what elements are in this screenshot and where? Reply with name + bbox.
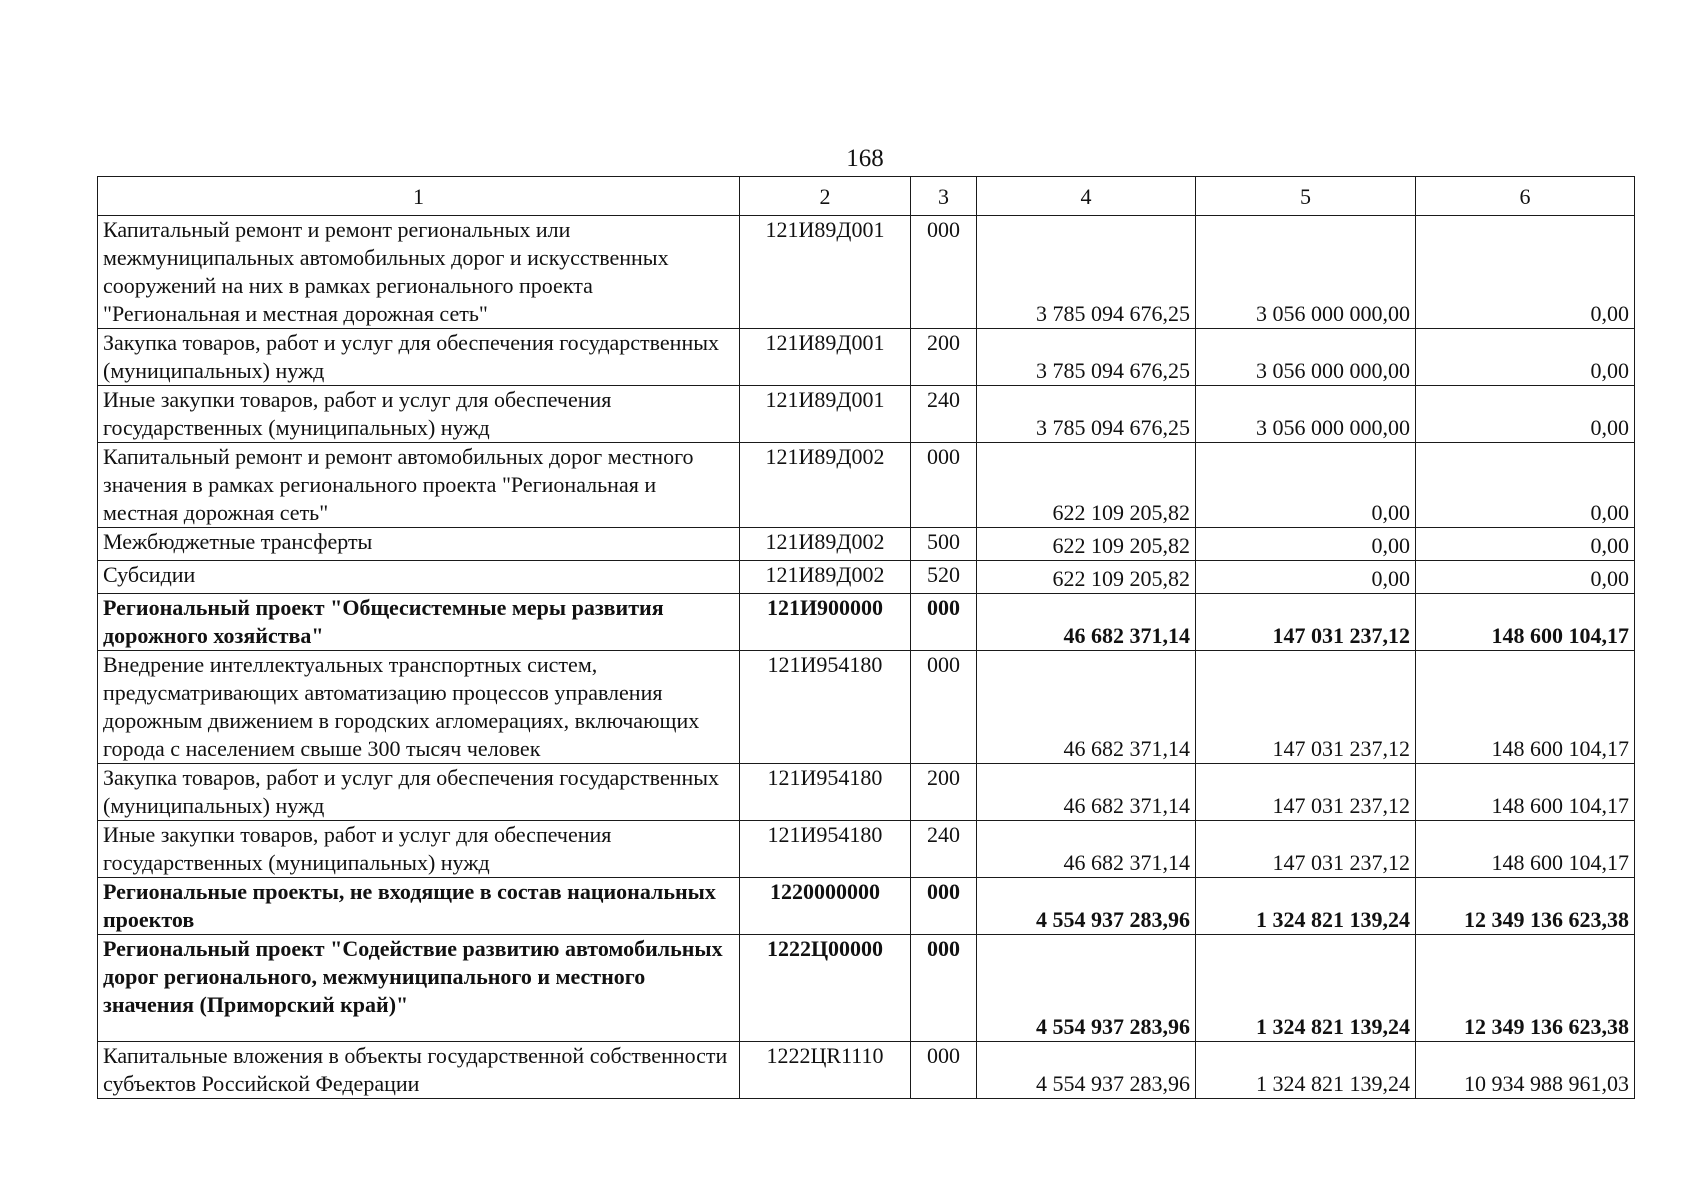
row-value-col6: 0,00 (1416, 561, 1635, 594)
row-code-cell: 121И89Д002 (740, 443, 911, 528)
row-code-cell: 121И89Д001 (740, 386, 911, 443)
row-type-cell: 000 (911, 651, 977, 764)
row-value-col6: 0,00 (1416, 329, 1635, 386)
row-value-col5: 1 324 821 139,24 (1196, 935, 1416, 1042)
row-type-cell: 500 (911, 528, 977, 561)
row-name-cell: Закупка товаров, работ и услуг для обеспечения государственных (муниципальных) нужд (98, 329, 740, 386)
row-type-cell: 200 (911, 764, 977, 821)
row-type-cell: 200 (911, 329, 977, 386)
column-header: 3 (911, 177, 977, 216)
row-value-col5: 147 031 237,12 (1196, 651, 1416, 764)
row-value-col5: 147 031 237,12 (1196, 821, 1416, 878)
row-value-col6: 0,00 (1416, 443, 1635, 528)
row-value-col6: 148 600 104,17 (1416, 651, 1635, 764)
row-value-col5: 1 324 821 139,24 (1196, 1042, 1416, 1099)
table-header-row (98, 177, 1635, 216)
row-name-cell: Субсидии (98, 561, 740, 594)
row-type-cell: 000 (911, 878, 977, 935)
table-row (98, 935, 1635, 1042)
row-value-col6: 10 934 988 961,03 (1416, 1042, 1635, 1099)
row-value-col6: 0,00 (1416, 216, 1635, 329)
row-type-cell: 000 (911, 935, 977, 1042)
row-code-cell: 121И89Д001 (740, 216, 911, 329)
table-row (98, 821, 1635, 878)
row-value-col5: 3 056 000 000,00 (1196, 329, 1416, 386)
row-name-cell: Закупка товаров, работ и услуг для обеспечения государственных (муниципальных) нужд (98, 764, 740, 821)
row-value-col5: 147 031 237,12 (1196, 764, 1416, 821)
row-code-cell: 1222ЦR1110 (740, 1042, 911, 1099)
row-name-cell: Иные закупки товаров, работ и услуг для обеспечения государственных (муниципальных) нужд (98, 386, 740, 443)
column-header: 1 (98, 177, 740, 216)
row-value-col6: 148 600 104,17 (1416, 764, 1635, 821)
row-value-col4: 3 785 094 676,25 (977, 329, 1196, 386)
row-value-col4: 46 682 371,14 (977, 594, 1196, 651)
row-value-col4: 622 109 205,82 (977, 528, 1196, 561)
row-code-cell: 121И900000 (740, 594, 911, 651)
table-row (98, 216, 1635, 329)
row-code-cell: 1220000000 (740, 878, 911, 935)
row-name-cell: Региональные проекты, не входящие в состав национальных проектов (98, 878, 740, 935)
row-code-cell: 121И954180 (740, 764, 911, 821)
row-type-cell: 520 (911, 561, 977, 594)
table-row (98, 651, 1635, 764)
column-header: 6 (1416, 177, 1635, 216)
budget-table (97, 176, 1635, 1099)
row-value-col5: 0,00 (1196, 443, 1416, 528)
row-name-cell: Межбюджетные трансферты (98, 528, 740, 561)
row-code-cell: 121И89Д001 (740, 329, 911, 386)
row-type-cell: 000 (911, 443, 977, 528)
row-name-cell: Региональный проект "Содействие развитию автомобильных дорог регионального, межмуниципального и местного значения (Приморский край)" (98, 935, 740, 1042)
table-row (98, 764, 1635, 821)
row-value-col4: 46 682 371,14 (977, 764, 1196, 821)
row-value-col4: 4 554 937 283,96 (977, 935, 1196, 1042)
page-number: 168 (846, 145, 884, 172)
row-value-col4: 622 109 205,82 (977, 561, 1196, 594)
row-name-cell: Иные закупки товаров, работ и услуг для обеспечения государственных (муниципальных) нужд (98, 821, 740, 878)
table-row (98, 561, 1635, 594)
row-name-cell: Внедрение интеллектуальных транспортных систем, предусматривающих автоматизацию процессов управления дорожным движением в городских агломерациях, включающих города с населением свыше 300 тысяч человек (98, 651, 740, 764)
row-value-col6: 148 600 104,17 (1416, 594, 1635, 651)
table-row (98, 528, 1635, 561)
table-row (98, 386, 1635, 443)
row-code-cell: 121И954180 (740, 651, 911, 764)
row-code-cell: 121И89Д002 (740, 561, 911, 594)
row-type-cell: 240 (911, 821, 977, 878)
row-value-col6: 12 349 136 623,38 (1416, 878, 1635, 935)
row-value-col4: 3 785 094 676,25 (977, 386, 1196, 443)
row-type-cell: 000 (911, 594, 977, 651)
row-type-cell: 240 (911, 386, 977, 443)
row-name-cell: Капитальные вложения в объекты государственной собственности субъектов Российской Федерации (98, 1042, 740, 1099)
table-body (98, 216, 1635, 1099)
row-value-col5: 1 324 821 139,24 (1196, 878, 1416, 935)
row-name-cell: Региональный проект "Общесистемные меры развития дорожного хозяйства" (98, 594, 740, 651)
row-value-col4: 46 682 371,14 (977, 821, 1196, 878)
row-code-cell: 121И89Д002 (740, 528, 911, 561)
row-value-col6: 0,00 (1416, 386, 1635, 443)
row-value-col4: 3 785 094 676,25 (977, 216, 1196, 329)
row-type-cell: 000 (911, 216, 977, 329)
column-header: 2 (740, 177, 911, 216)
row-value-col4: 4 554 937 283,96 (977, 878, 1196, 935)
row-type-cell: 000 (911, 1042, 977, 1099)
row-value-col6: 12 349 136 623,38 (1416, 935, 1635, 1042)
column-header: 5 (1196, 177, 1416, 216)
table-row (98, 878, 1635, 935)
row-value-col5: 147 031 237,12 (1196, 594, 1416, 651)
column-header: 4 (977, 177, 1196, 216)
row-value-col4: 622 109 205,82 (977, 443, 1196, 528)
table-row (98, 329, 1635, 386)
table-row (98, 1042, 1635, 1099)
row-code-cell: 121И954180 (740, 821, 911, 878)
row-value-col6: 148 600 104,17 (1416, 821, 1635, 878)
row-value-col5: 3 056 000 000,00 (1196, 216, 1416, 329)
row-value-col4: 4 554 937 283,96 (977, 1042, 1196, 1099)
row-value-col5: 0,00 (1196, 528, 1416, 561)
row-value-col5: 3 056 000 000,00 (1196, 386, 1416, 443)
row-name-cell: Капитальный ремонт и ремонт автомобильных дорог местного значения в рамках регионального проекта "Региональная и местная дорожная сеть" (98, 443, 740, 528)
table-row (98, 443, 1635, 528)
table-row (98, 594, 1635, 651)
row-name-cell: Капитальный ремонт и ремонт региональных или межмуниципальных автомобильных дорог и искусственных сооружений на них в рамках регионального проекта "Региональная и местная дорожная сеть" (98, 216, 740, 329)
row-code-cell: 1222Ц00000 (740, 935, 911, 1042)
row-value-col5: 0,00 (1196, 561, 1416, 594)
row-value-col4: 46 682 371,14 (977, 651, 1196, 764)
row-value-col6: 0,00 (1416, 528, 1635, 561)
